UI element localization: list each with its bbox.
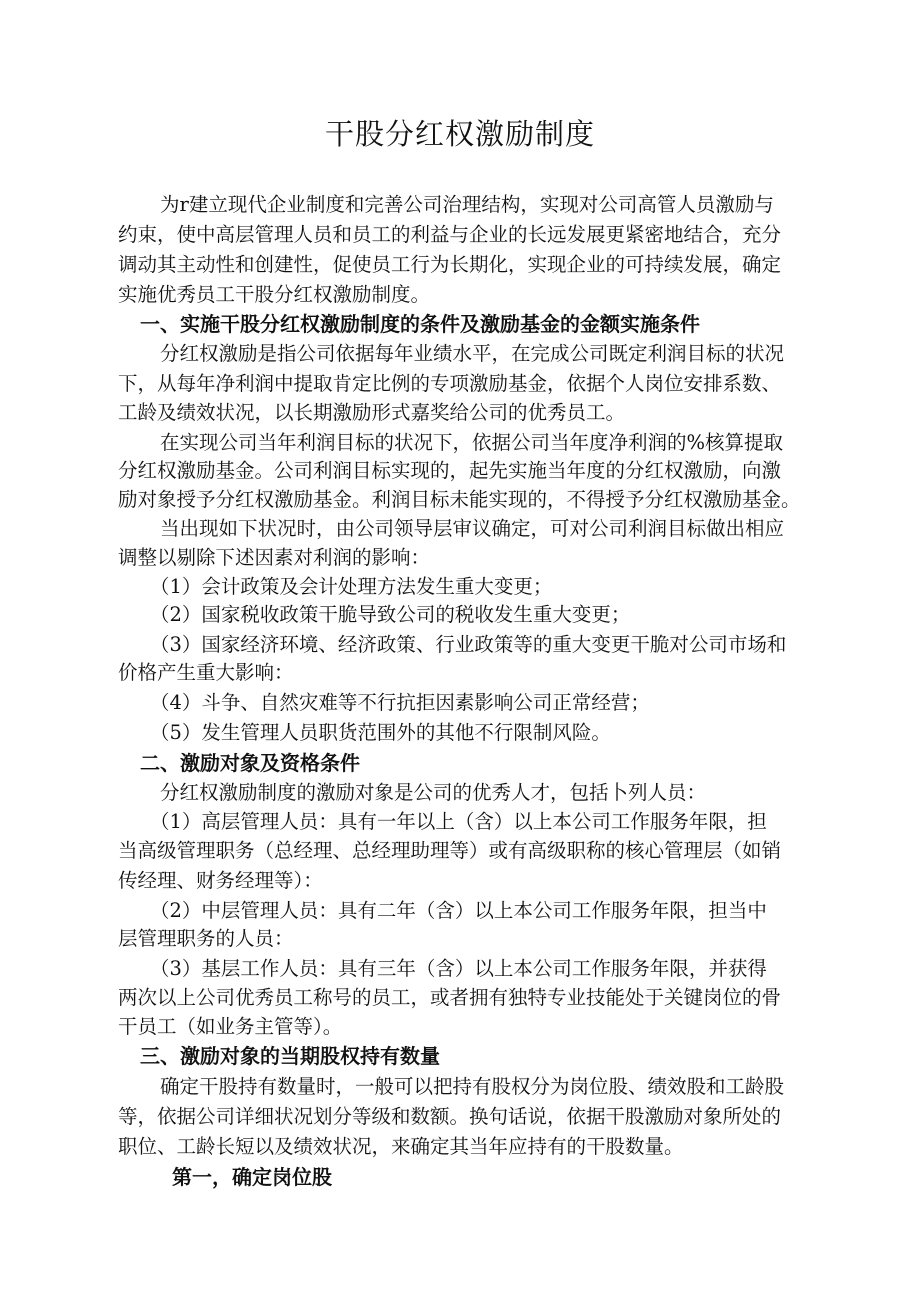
list-item-continuation: 传经理、财务经理等）： xyxy=(118,869,323,892)
list-item: （1）高层管理人员：具有一年以上（含）以上本公司工作服务年限，担 xyxy=(150,810,767,833)
paragraph-line: 为r建立现代企业制度和完善公司治理结构，实现对公司高管人员激励与 xyxy=(160,193,774,216)
subsection-heading: 第一，确定岗位股 xyxy=(172,1165,332,1189)
list-item: （2）中层管理人员：具有二年（含）以上本公司工作服务年限，担当中 xyxy=(150,899,767,922)
list-item-continuation: 两次以上公司优秀员工称号的员工，或者拥有独特专业技能处于关键岗位的骨 xyxy=(118,986,782,1009)
paragraph-line: 工龄及绩效状况，以长期激励形式嘉奖给公司的优秀员工。 xyxy=(118,401,626,424)
document-title: 干股分红权激励制度 xyxy=(324,117,595,151)
paragraph-line: 在实现公司当年利润目标的状况下，依据公司当年度净利润的%核算提取 xyxy=(160,431,784,454)
paragraph-line: 分红权激励基金。公司利润目标实现的，起先实施当年度的分红权激励，向激 xyxy=(118,459,782,482)
paragraph-line: 当出现如下状况时，由公司领导层审议确定，可对公司利润目标做出相应 xyxy=(160,517,785,540)
list-item: （2）国家税收政策干脆导致公司的税收发生重大变更； xyxy=(150,603,631,626)
list-item: （3）基层工作人员：具有三年（含）以上本公司工作服务年限，并获得 xyxy=(150,957,767,980)
list-item-continuation: 层管理职务的人员： xyxy=(118,927,294,950)
section-heading-2: 二、激励对象及资格条件 xyxy=(140,751,360,775)
paragraph-line: 职位、工龄长短以及绩效状况，来确定其当年应持有的干股数量。 xyxy=(118,1135,684,1158)
list-item-continuation: 价格产生重大影响： xyxy=(118,661,294,684)
paragraph-line: 调动其主动性和创建性，促使员工行为长期化，实现企业的可持续发展，确定 xyxy=(118,253,782,276)
paragraph-line: 约束，使中高层管理人员和员工的利益与企业的长远发展更紧密地结合，充分 xyxy=(118,223,782,246)
paragraph-line: 分红权激励是指公司依据每年业绩水平，在完成公司既定利润目标的状况 xyxy=(160,342,785,365)
paragraph-line: 分红权激励制度的激励对象是公司的优秀人才，包括卜列人员： xyxy=(160,781,707,804)
list-item: （4）斗争、自然灾难等不行抗拒因素影响公司正常经营； xyxy=(150,691,650,714)
paragraph-line: 下，从每年净利润中提取肯定比例的专项激励基金，依据个人岗位安排系数、 xyxy=(118,372,782,395)
paragraph-line: 等，依据公司详细状况划分等级和数额。换句话说，依据干股激励对象所处的 xyxy=(118,1105,782,1128)
section-heading-3: 三、激励对象的当期股权持有数量 xyxy=(140,1044,440,1068)
paragraph-line: 实施优秀员工干股分红权激励制度。 xyxy=(118,283,431,306)
list-item-continuation: 当高级管理职务（总经理、总经理助理等）或有高级职称的核心管理层（如销 xyxy=(118,839,782,862)
paragraph-line: 励对象授予分红权激励基金。利润目标未能实现的，不得授予分红权激励基金。 xyxy=(118,488,801,511)
list-item: （3）国家经济环境、经济政策、行业政策等的重大变更干脆对公司市场和 xyxy=(150,633,787,656)
list-item-continuation: 干员工（如业务主管等）。 xyxy=(118,1015,343,1038)
section-heading-1: 一、实施干股分红权激励制度的条件及激励基金的金额实施条件 xyxy=(140,312,700,336)
list-item: （5）发生管理人员职货范围外的其他不行限制风险。 xyxy=(150,721,611,744)
paragraph-line: 调整以剔除下述因素对利润的影响： xyxy=(118,546,431,569)
paragraph-line: 确定干股持有数量时，一般可以把持有股权分为岗位股、绩效股和工龄股 xyxy=(160,1075,785,1098)
list-item: （1）会计政策及会计处理方法发生重大变更； xyxy=(150,575,553,598)
